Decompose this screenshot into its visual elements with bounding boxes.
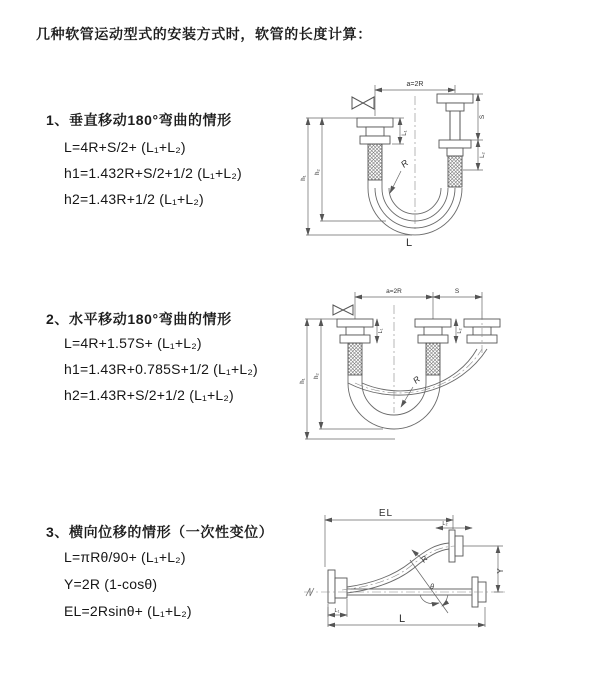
length-label: L: [406, 237, 413, 249]
section-2-formula-h1: h1=1.43R+0.785S+1/2 (L₁+L₂): [64, 361, 258, 377]
section-3-formula-L: L=πRθ/90+ (L₁+L₂): [64, 549, 186, 565]
radius-label: R: [419, 553, 430, 565]
theta-label: θ: [430, 584, 434, 591]
section-2-formula-h2: h2=1.43R+S/2+1/2 (L₁+L₂): [64, 387, 234, 403]
dim-h2-label: h₂: [314, 373, 320, 379]
radius-label: R: [410, 373, 422, 386]
diagram-horizontal-180-bend: [295, 283, 595, 458]
section-3-formula-EL: EL=2Rsinθ+ (L₁+L₂): [64, 603, 192, 619]
section-2-heading: 2、水平移动180°弯曲的情形: [46, 311, 232, 327]
dim-l-label: L: [398, 613, 406, 625]
left-fitting: [357, 118, 393, 180]
dim-h1-label: h₁: [300, 378, 306, 384]
upper-flange: [449, 530, 463, 562]
dim-h1-label: h₁: [301, 175, 307, 181]
section-1-heading: 1、垂直移动180°弯曲的情形: [46, 112, 232, 128]
diagram-vertical-180-bend: [300, 72, 560, 267]
diagram-lateral-displacement: [298, 503, 598, 653]
dim-s-label: S: [454, 288, 460, 295]
dim-l1-label: L₁: [402, 130, 408, 136]
section-2-formula-L: L=4R+1.57S+ (L₁+L₂): [64, 335, 202, 351]
section-3-heading: 3、横向位移的情形（一次性变位）: [46, 524, 274, 540]
valve-icon: [333, 305, 353, 315]
dim-l2-label: L₂: [480, 152, 486, 158]
section-1-formula-h1: h1=1.432R+S/2+1/2 (L₁+L₂): [64, 165, 242, 181]
dim-s-label: S: [479, 114, 486, 120]
section-1-formula-L: L=4R+S/2+ (L₁+L₂): [64, 139, 186, 155]
dim-y-label: Y: [496, 568, 505, 574]
dim-a2r-label: a=2R: [406, 81, 424, 88]
section-1-formula-h2: h2=1.43R+1/2 (L₁+L₂): [64, 191, 204, 207]
section-3-formula-Y: Y=2R (1-cosθ): [64, 576, 158, 592]
dim-l2-label: L₂: [457, 328, 463, 334]
dim-l1-label: L₁: [334, 608, 340, 614]
page-title: 几种软管运动型式的安装方式时，软管的长度计算：: [36, 26, 372, 42]
dim-el-label: EL: [378, 508, 394, 519]
middle-fitting: [415, 319, 451, 375]
radius-label: R: [398, 157, 411, 170]
dim-a2r-label: a=2R: [386, 288, 402, 295]
right-fitting: [437, 94, 473, 187]
dim-l1-label: L₁: [378, 328, 384, 334]
left-flange: [328, 570, 347, 603]
valve-icon: [352, 97, 374, 109]
left-fitting: [337, 319, 373, 375]
dim-l2-label: L₂: [442, 521, 448, 527]
dim-h2-label: h₂: [315, 169, 321, 175]
